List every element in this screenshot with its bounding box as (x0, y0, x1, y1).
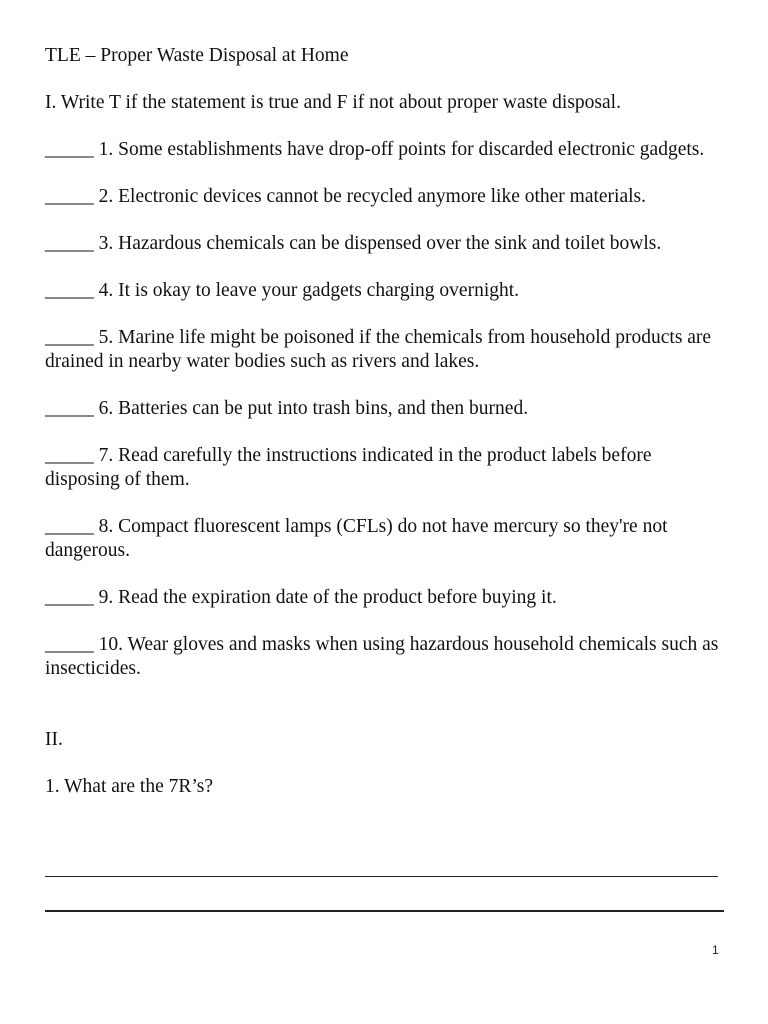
statement-8: 8. Compact fluorescent lamps (CFLs) do not have mercury so they're not dangerous. (45, 516, 668, 561)
answer-blank-6: _____ (45, 398, 94, 419)
true-false-item-7 (45, 444, 727, 492)
page-number: 1 (712, 943, 719, 957)
statement-1: 1. Some establishments have drop-off points for discarded electronic gadgets. (93, 139, 705, 160)
answer-blank-7: _____ (45, 445, 94, 466)
true-false-item-8 (45, 515, 727, 563)
statement-3: 3. Hazardous chemicals can be dispensed over the sink and toilet bowls. (93, 233, 662, 254)
page-title: TLE – Proper Waste Disposal at Home (45, 45, 349, 66)
true-false-item-2 (45, 185, 727, 209)
section-two-heading: II. (45, 729, 63, 750)
true-false-item-10 (45, 633, 727, 681)
answer-blank-2: _____ (45, 186, 94, 207)
statement-4: 4. It is okay to leave your gadgets charging overnight. (93, 280, 520, 301)
statement-2: 2. Electronic devices cannot be recycled anymore like other materials. (93, 186, 647, 207)
answer-blank-3: _____ (45, 233, 94, 254)
true-false-item-9 (45, 586, 727, 610)
statement-9: 9. Read the expiration date of the product before buying it. (93, 587, 557, 608)
answer-blank-8: _____ (45, 516, 94, 537)
answer-blank-4: _____ (45, 280, 94, 301)
section-one-instructions: I. Write T if the statement is true and F if not about proper waste disposal. (45, 92, 621, 113)
section-two-question: 1. What are the 7R’s? (45, 776, 214, 797)
true-false-item-4 (45, 279, 727, 303)
true-false-item-5 (45, 326, 727, 374)
answer-blank-10: _____ (45, 634, 94, 655)
statement-6: 6. Batteries can be put into trash bins, and then burned. (93, 398, 529, 419)
statement-5: 5. Marine life might be poisoned if the chemicals from household products are drained in nearby water bodies such as rivers and lakes. (45, 327, 712, 372)
true-false-item-3 (45, 232, 727, 256)
answer-blank-5: _____ (45, 327, 94, 348)
true-false-item-1 (45, 138, 727, 162)
document-content (45, 44, 727, 799)
answer-blank-9: _____ (45, 587, 94, 608)
statement-10: 10. Wear gloves and masks when using hazardous household chemicals such as insecticides. (45, 634, 719, 679)
answer-blank-1: _____ (45, 139, 94, 160)
answer-line (45, 910, 724, 912)
statement-7: 7. Read carefully the instructions indicated in the product labels before disposing of them. (45, 445, 652, 490)
answer-line (45, 876, 718, 877)
true-false-item-6 (45, 397, 727, 421)
